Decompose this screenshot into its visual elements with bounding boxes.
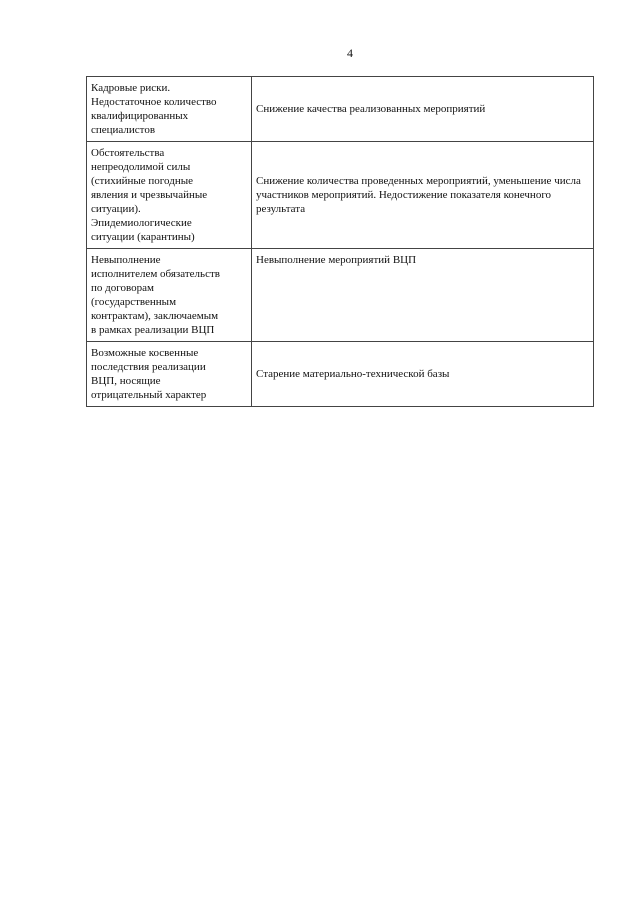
impact-text: Невыполнение мероприятий ВЦП [256, 254, 417, 266]
risk-cell [87, 142, 252, 249]
risk-cell [87, 77, 252, 142]
risk-text: Возможные косвенные последствия реализации ВЦП, носящие отрицательный характер [91, 347, 207, 401]
impact-cell [252, 77, 594, 142]
impact-text: Снижение качества реализованных мероприятий [256, 103, 486, 115]
table-row [87, 142, 594, 249]
page-number: 4 [347, 46, 353, 60]
risk-text: Невыполнение исполнителем обязательств по договорам (государственным контрактам), заключаемым в рамках реализации ВЦП [91, 254, 220, 336]
risk-cell [87, 342, 252, 407]
impact-cell [252, 249, 594, 342]
impact-cell [252, 342, 594, 407]
risk-text: Кадровые риски. Недостаточное количество квалифицированных специалистов [91, 82, 217, 136]
risk-table [86, 76, 594, 407]
table-row [87, 342, 594, 407]
table-row [87, 249, 594, 342]
impact-text: Снижение количества проведенных мероприятий, уменьшение числа участников мероприятий. Недостижение показателя конечного результата [256, 175, 581, 215]
risk-text: Обстоятельства непреодолимой силы (стихийные погодные явления и чрезвычайные ситуации). Эпидемиологические ситуации (карантины) [91, 147, 208, 243]
table-row [87, 77, 594, 142]
impact-text: Старение материально-технической базы [256, 368, 450, 380]
impact-cell [252, 142, 594, 249]
risk-cell [87, 249, 252, 342]
